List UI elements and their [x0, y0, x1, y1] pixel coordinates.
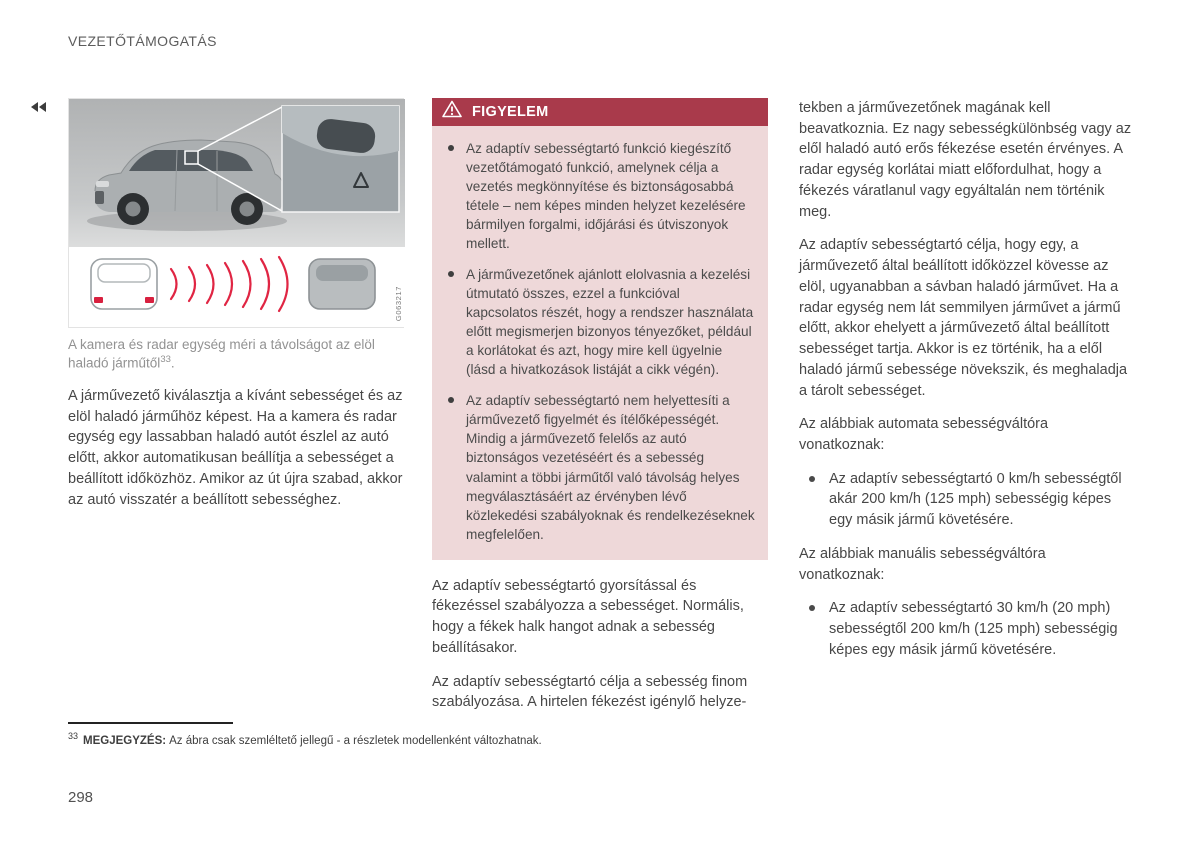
ego-car-illustration [91, 259, 157, 309]
bullet-item: Az adaptív sebességtartó 0 km/h sebességtől akár 200 km/h (125 mph) sebességig képes egy másik jármű követésére. [799, 469, 1135, 531]
warning-triangle-icon [442, 100, 462, 125]
figure-code-label: G063217 [393, 285, 403, 321]
bullet-list [799, 469, 1135, 531]
bullet-item: Az adaptív sebességtartó 30 km/h (20 mph) sebességtől 200 km/h (125 mph) sebességig képes egy másik jármű követésére. [799, 598, 1135, 660]
page-number: 298 [68, 789, 94, 806]
page-header: VEZETŐTÁMOGATÁS [68, 33, 217, 49]
footnote-text [68, 731, 788, 749]
body-paragraph: Az adaptív sebességtartó célja, hogy egy, a járművezető által beállított időközzel kövesse az elöl, ugyanabban a sávban haladó járművet. Ha a radar egység nem lát semmilyen járművet a jármű előtt, akkor ehelyett a járművezető által beállított sebességet tartja. Akkor is ez történik, ha a elől haladó jármű sebessége növekszik, és meghaladja a tárolt sebességet. [799, 237, 1128, 399]
figure-caption [68, 336, 404, 373]
camera-unit-inset [282, 106, 399, 212]
warning-list [432, 126, 768, 560]
double-chevron-left-icon [31, 99, 46, 117]
body-paragraph: tekben a járművezetőnek magának kell beavatkoznia. Ez nagy sebességkülönbség vagy az elől haladó autó erős fékezése esetén érvényes. A radar egység korlátai miatt előfordulhat, hogy a fékezés váratlanul vagy egyáltalán nem történik meg. [799, 100, 1132, 220]
radar-waves [171, 257, 288, 311]
car-photo-illustration [69, 99, 405, 247]
footnote-body: Az ábra csak szemléltető jellegű - a részletek modellenként változhatnak. [169, 734, 542, 747]
body-paragraph: Az alábbiak manuális sebességváltóra vonatkoznak: [799, 545, 1046, 583]
warning-item: A járművezetőnek ajánlott elolvasnia a kezelési útmutató összes, ezzel a funkcióval kapcsolatos részét, hogy a rendszer használata előtt megismerjen bizonyos tényezőket, például a korlátokat és azt, hogy mire kell ügyelnie (lásd a hivatkozások listáját a cikk végén). [445, 265, 755, 379]
warning-box [432, 98, 768, 560]
column-right [799, 98, 1135, 674]
body-paragraph: Az alábbiak automata sebességváltóra vonatkoznak: [799, 416, 1049, 454]
bullet-list [799, 598, 1135, 660]
column-middle [432, 98, 768, 726]
warning-item: Az adaptív sebességtartó nem helyettesíti a járművezető figyelmét és ítélőképességét. Mindig a járművezető felelős az autó biztonságos vezetéséért és a sebesség valamint a többi járműtől való távolság helyes megválasztásáért az érvényben lévő közlekedési szabályoknak és rendelkezéseknek megfelelően. [445, 391, 755, 543]
figure-adaptive-cruise [68, 98, 404, 328]
figure-caption-period: . [170, 355, 175, 371]
body-paragraph: Az adaptív sebességtartó gyorsítással és fékezéssel szabályozza a sebességet. Normális, hogy a fékek halk hangot adnak a sebesség beállításakor. [432, 577, 744, 656]
radar-distance-diagram [69, 247, 405, 327]
lead-car-illustration [309, 259, 375, 309]
footnote-rule [68, 722, 233, 724]
column-left [68, 98, 404, 523]
warning-item: Az adaptív sebességtartó funkció kiegészítő vezetőtámogató funkció, amelynek célja a vezetés megkönnyítése és biztonságosabbá tétele – nem képes minden helyzet kezelésére bármilyen forgalmi, időjárási és útviszonyok mellett. [445, 139, 755, 253]
figure-caption-footnote-ref: 33 [160, 354, 171, 366]
warning-box-header [432, 98, 768, 126]
footnote-label: MEGJEGYZÉS: [83, 734, 167, 747]
footnote [68, 722, 788, 749]
warning-title: FIGYELEM [472, 103, 549, 120]
figure-caption-text: A kamera és radar egység méri a távolságot az elöl haladó járműtől [68, 337, 375, 371]
body-paragraph: A járművezető kiválasztja a kívánt sebességet és az elöl haladó járműhöz képest. Ha a kamera és radar egység egy lassabban haladó autót észlel az autó előtt, akkor automatikusan beállítja a sebességet a beállított időközhöz. Amikor az út újra szabad, akkor az autó visszatér a beállított sebességhez. [68, 387, 403, 508]
body-paragraph: Az adaptív sebességtartó célja a sebesség finom szabályozása. A hirtelen fékezést igénylő helyze- [432, 673, 748, 711]
footnote-ref: 33 [68, 731, 79, 741]
